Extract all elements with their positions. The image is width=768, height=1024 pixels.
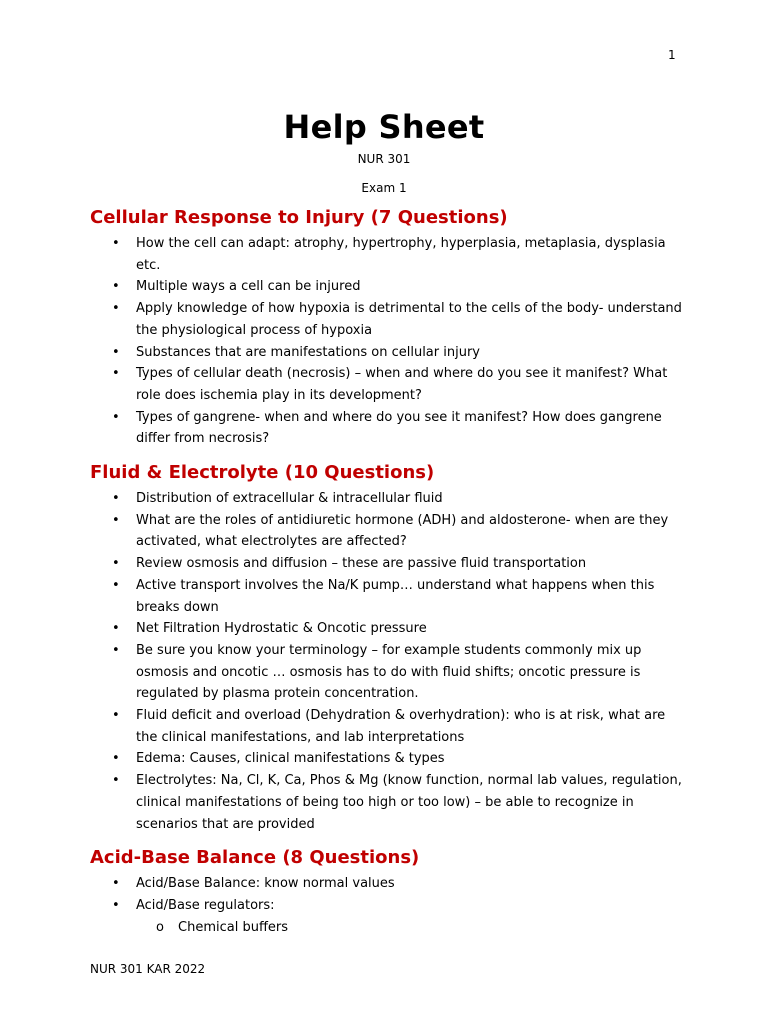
list-item: • Electrolytes: Na, Cl, K, Ca, Phos & Mg (know function, normal lab values, regulation, clinical manifestations of being too high or too low) – be able to recognize in scenarios that are provided [90, 770, 690, 835]
list-item: • What are the roles of antidiuretic hormone (ADH) and aldosterone- when are they activated, what electrolytes are affected? [90, 510, 690, 553]
list-item: • How the cell can adapt: atrophy, hypertrophy, hyperplasia, metaplasia, dysplasia etc. [90, 233, 690, 276]
list-item: • Be sure you know your terminology – for example students commonly mix up osmosis and oncotic … osmosis has to do with fluid shifts; oncotic pressure is regulated by plasma protein concentration. [90, 640, 690, 705]
section-acid-base [90, 845, 690, 938]
course-code: NUR 301 [357, 152, 411, 166]
list-item: • Acid/Base Balance: know normal values [90, 873, 690, 895]
footer: NUR 301 KAR 2022 [90, 962, 206, 976]
list-item: • Substances that are manifestations on cellular injury [90, 342, 690, 364]
sub-bullet-list [134, 917, 690, 939]
list-item: • Net Filtration Hydrostatic & Oncotic pressure [90, 618, 690, 640]
bullet-list [90, 488, 690, 835]
list-item: • Types of gangrene- when and where do you see it manifest? How does gangrene differ from necrosis? [90, 407, 690, 450]
list-item-text: Acid/Base regulators: [136, 897, 275, 913]
exam-label: Exam 1 [361, 181, 407, 195]
bullet-list [90, 233, 690, 450]
list-item: • Active transport involves the Na/K pump… understand what happens when this breaks down [90, 575, 690, 618]
list-item: • Fluid deficit and overload (Dehydration & overhydration): who is at risk, what are the clinical manifestations, and lab interpretations [90, 705, 690, 748]
sub-list-item: o Chemical buffers [134, 917, 690, 939]
list-item: • Review osmosis and diffusion – these are passive fluid transportation [90, 553, 690, 575]
section-heading: Cellular Response to Injury (7 Questions) [90, 207, 508, 228]
section-fluid-electrolyte [90, 460, 690, 835]
section-heading: Acid-Base Balance (8 Questions) [90, 847, 420, 869]
list-item: • Apply knowledge of how hypoxia is detrimental to the cells of the body- understand the physiological process of hypoxia [90, 298, 690, 341]
list-item: • Edema: Causes, clinical manifestations & types [90, 748, 690, 770]
list-item: • Distribution of extracellular & intracellular fluid [90, 488, 690, 510]
document-body [90, 205, 690, 938]
document-title: Help Sheet [283, 108, 485, 146]
bullet-list [90, 873, 690, 916]
list-item: • Multiple ways a cell can be injured [90, 276, 690, 298]
list-item: • Types of cellular death (necrosis) – when and where do you see it manifest? What role does ischemia play in its development? [90, 363, 690, 406]
section-cellular-response [90, 205, 690, 450]
list-item [90, 895, 690, 917]
section-heading: Fluid & Electrolyte (10 Questions) [90, 462, 435, 484]
page-number: 1 [668, 48, 676, 62]
